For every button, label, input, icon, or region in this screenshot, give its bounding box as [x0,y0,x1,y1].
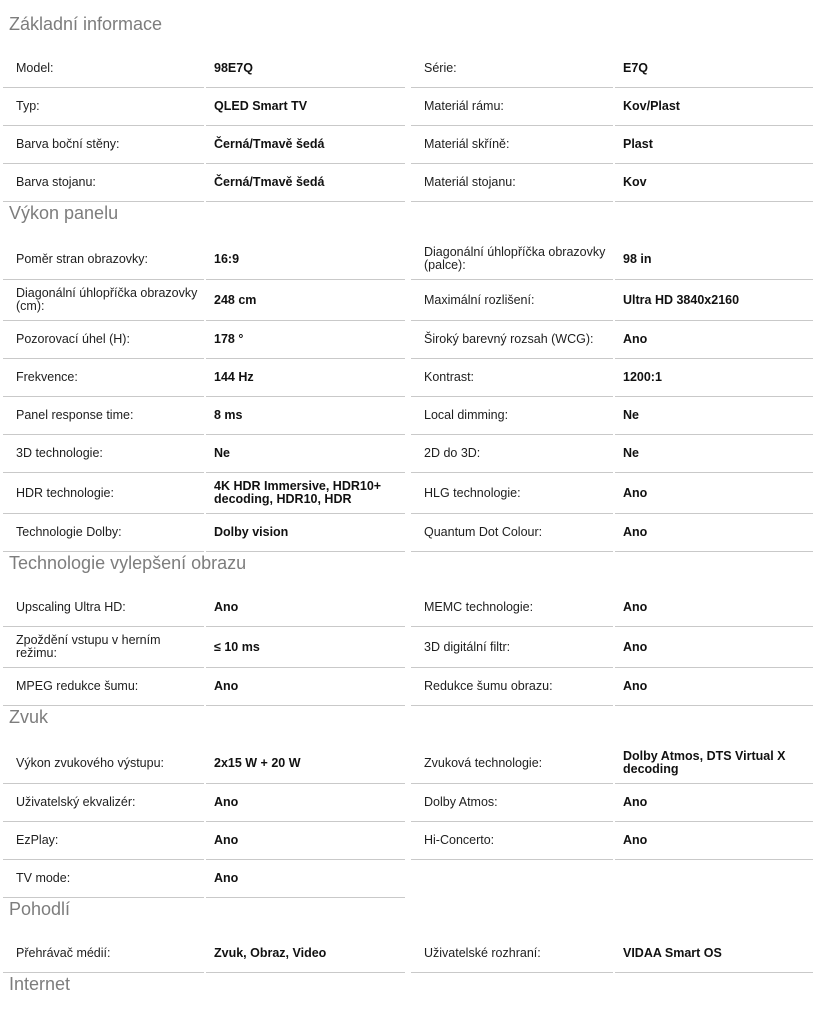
spec-value: Černá/Tmavě šedá [214,137,325,151]
spec-label-cell [3,280,204,321]
spec-value: Kov [623,175,647,189]
spec-label: Materiál rámu: [424,99,504,113]
spec-label: MPEG redukce šumu: [16,679,139,693]
spec-label: Uživatelské rozhraní: [424,946,541,960]
spec-value: Ano [623,600,648,614]
spec-label-cell [3,164,204,202]
spec-value: Ultra HD 3840x2160 [623,292,740,307]
spec-value-cell [615,743,813,784]
spec-label-cell [411,935,613,973]
spec-value-cell [206,321,405,359]
spec-label: 2D do 3D: [424,446,481,460]
spec-label-cell [411,784,613,822]
spec-label-cell [411,88,613,126]
spec-value: Ano [214,833,239,847]
spec-label-cell [411,359,613,397]
spec-value: 98E7Q [214,61,253,75]
spec-value: Ano [214,795,239,809]
spec-value-cell [206,668,405,706]
section-title-zakladni-informace: Základní informace [9,14,163,34]
spec-label: Kontrast: [424,370,475,384]
spec-label-cell [411,627,613,668]
section-title-zvuk: Zvuk [9,707,49,727]
spec-value-cell [615,935,813,973]
spec-label-cell [411,743,613,784]
spec-value: Ne [623,446,639,460]
spec-value-cell [206,784,405,822]
spec-value: Ano [623,679,648,693]
spec-value: 2x15 W + 20 W [214,755,301,770]
spec-value-cell [206,935,405,973]
spec-value: 16:9 [214,251,240,266]
spec-label-cell [3,784,204,822]
spec-value-cell [206,88,405,126]
spec-value-cell [206,397,405,435]
spec-value: ≤ 10 ms [214,639,260,654]
spec-label: Dolby Atmos: [424,795,498,809]
spec-label: Panel response time: [16,408,134,422]
spec-label: Maximální rozlišení: [424,292,535,307]
spec-label: Barva stojanu: [16,175,96,189]
spec-value-cell [615,822,813,860]
spec-value-cell [615,50,813,88]
spec-label-cell [3,321,204,359]
spec-label-cell [3,88,204,126]
spec-label: Série: [424,61,457,75]
spec-label: Typ: [16,99,40,113]
spec-label: Quantum Dot Colour: [424,525,543,539]
spec-label: Poměr stran obrazovky: [16,251,148,266]
spec-value: Ne [623,408,639,422]
spec-label: Barva boční stěny: [16,137,120,151]
spec-label-cell [411,164,613,202]
spec-label-cell [3,514,204,552]
section-title-technologie-vylepseni-obrazu: Technologie vylepšení obrazu [9,553,247,573]
spec-label-cell [411,589,613,627]
spec-label: Upscaling Ultra HD: [16,600,126,614]
spec-value-cell [615,164,813,202]
spec-label-cell [3,668,204,706]
spec-label: 3D technologie: [16,446,103,460]
spec-label-cell [3,589,204,627]
spec-label-cell [3,743,204,784]
spec-value: Ano [623,795,648,809]
spec-value: 1200:1 [623,370,662,384]
spec-label: Materiál stojanu: [424,175,516,189]
spec-value-cell [615,784,813,822]
spec-label-cell [411,473,613,514]
spec-label: MEMC technologie: [424,600,534,614]
spec-label-cell [3,50,204,88]
section-title-pohodli: Pohodlí [9,899,71,919]
spec-value: 248 cm [214,292,257,307]
spec-value: Ano [214,871,239,885]
spec-value-cell [206,359,405,397]
spec-label: Zvuková technologie: [424,755,543,770]
spec-value-cell [615,473,813,514]
spec-value: Ano [623,332,648,346]
spec-label-cell [411,435,613,473]
spec-value-cell [206,473,405,514]
spec-label-cell [3,860,204,898]
spec-value-cell [615,280,813,321]
spec-value: Kov/Plast [623,99,680,113]
spec-label: Model: [16,61,54,75]
spec-value: QLED Smart TV [214,99,308,113]
spec-label-cell [411,397,613,435]
spec-label-cell [411,239,613,280]
spec-label: Široký barevný rozsah (WCG): [424,332,594,346]
spec-value: Ne [214,446,230,460]
spec-value: Zvuk, Obraz, Video [214,946,327,960]
spec-value-cell [206,860,405,898]
spec-label-cell [411,50,613,88]
spec-value: Ano [214,600,239,614]
spec-value-cell [206,514,405,552]
spec-value: Plast [623,137,653,151]
spec-value-cell [615,397,813,435]
spec-label-cell [411,126,613,164]
spec-value: Dolby vision [214,525,289,539]
spec-value-cell [206,239,405,280]
spec-value: VIDAA Smart OS [623,946,722,960]
spec-value-cell [615,627,813,668]
spec-label: Výkon zvukového výstupu: [16,755,164,770]
spec-label: Zpoždění vstupu v herním režimu: [16,633,161,660]
spec-label-cell [3,627,204,668]
spec-value: Ano [623,833,648,847]
spec-value-cell [615,359,813,397]
spec-label: Hi-Concerto: [424,833,495,847]
spec-value-cell [206,164,405,202]
spec-label-cell [411,514,613,552]
spec-value: 8 ms [214,408,243,422]
spec-value-cell [615,435,813,473]
spec-value-cell [206,50,405,88]
spec-label: Local dimming: [424,408,509,422]
spec-value: 178 ° [214,332,244,346]
spec-label: Uživatelský ekvalizér: [16,795,136,809]
spec-value-cell [206,435,405,473]
spec-label: Materiál skříně: [424,137,510,151]
spec-label: 3D digitální filtr: [424,639,511,654]
spec-value: Dolby Atmos, DTS Virtual X decoding [623,749,786,776]
section-title-vykon-panelu: Výkon panelu [9,203,119,223]
spec-value-cell [206,743,405,784]
spec-label-cell [411,668,613,706]
spec-label: HLG technologie: [424,485,521,500]
spec-value-cell [615,514,813,552]
spec-label-cell [3,126,204,164]
spec-label-cell [3,397,204,435]
spec-label: Diagonální úhlopříčka obrazovky (cm): [16,286,198,313]
spec-label-cell [411,280,613,321]
spec-label: Pozorovací úhel (H): [16,332,130,346]
spec-label-cell [3,359,204,397]
spec-value: 144 Hz [214,370,254,384]
spec-value: Ano [623,639,648,654]
spec-value: E7Q [623,61,649,75]
spec-value-cell [615,126,813,164]
spec-label: Frekvence: [16,370,78,384]
spec-value-cell [206,627,405,668]
spec-label: HDR technologie: [16,485,114,500]
spec-value-cell [615,239,813,280]
spec-label-cell [411,822,613,860]
spec-label-cell [3,822,204,860]
spec-value: Ano [623,485,648,500]
spec-label: EzPlay: [16,833,59,847]
spec-value: Ano [623,525,648,539]
spec-label-cell [3,435,204,473]
spec-label-cell [3,473,204,514]
spec-value-cell [206,822,405,860]
spec-value: Ano [214,679,239,693]
spec-value: Černá/Tmavě šedá [214,175,325,189]
spec-label-cell [411,321,613,359]
spec-label: Technologie Dolby: [16,525,122,539]
spec-value: 98 in [623,251,652,266]
spec-label-cell [3,935,204,973]
section-title-internet: Internet [9,974,71,994]
spec-value-cell [615,321,813,359]
spec-value-cell [206,589,405,627]
spec-label-cell [3,239,204,280]
spec-value-cell [206,126,405,164]
spec-label: Přehrávač médií: [16,946,111,960]
spec-value-cell [615,589,813,627]
spec-label: Redukce šumu obrazu: [424,679,553,693]
spec-value-cell [615,88,813,126]
spec-label: TV mode: [16,871,71,885]
spec-value-cell [206,280,405,321]
spec-value: 4K HDR Immersive, HDR10+ decoding, HDR10, HDR [214,479,382,506]
spec-label: Diagonální úhlopříčka obrazovky (palce): [424,245,606,272]
spec-value-cell [615,668,813,706]
